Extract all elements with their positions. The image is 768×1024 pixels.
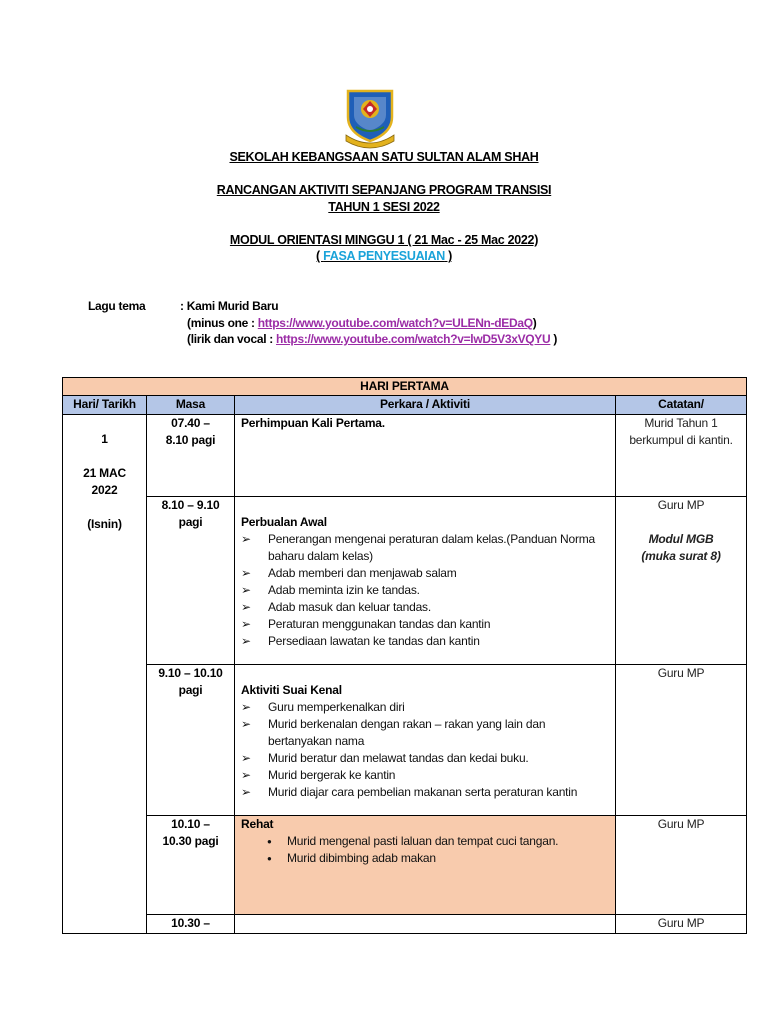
minus-one-label: (minus one : (187, 316, 258, 330)
day-date: 21 MAC 2022 (83, 466, 126, 497)
year-session: TAHUN 1 SESI 2022 (328, 200, 440, 214)
plan-title: RANCANGAN AKTIVITI SEPANJANG PROGRAM TRANSISI (216, 183, 552, 197)
list-item: ● Murid dibimbing adab makan (241, 850, 609, 867)
day-cell (63, 415, 147, 934)
schedule-table (62, 377, 747, 934)
table-row (63, 415, 747, 497)
activity-title: Perhimpuan Kali Pertama. (235, 415, 616, 497)
phase-line (0, 249, 768, 263)
school-name: SEKOLAH KEBANGSAAN SATU SULTAN ALAM SHAH (229, 150, 539, 164)
minus-one-line (187, 316, 537, 330)
minus-one-link[interactable]: https://www.youtube.com/watch?v=ULENn-dEDaQ (257, 316, 533, 330)
list-item: ➢ Murid berkenalan dengan rakan – rakan yang lain dan bertanyakan nama (241, 716, 609, 750)
school-crest-logo (344, 87, 396, 149)
module-title: MODUL ORIENTASI MINGGU 1 ( 21 Mac - 25 Mac 2022) (229, 233, 539, 247)
day-number: 1 (101, 432, 108, 446)
list-item: ➢ Guru memperkenalkan diri (241, 699, 609, 716)
time-cell: 10.10 – 10.30 pagi (147, 816, 235, 915)
activity-list (241, 699, 609, 801)
table-header-row (63, 396, 747, 415)
activity-cell (235, 497, 616, 665)
table-row (63, 497, 747, 665)
list-item: ➢ Adab masuk dan keluar tandas. (241, 599, 609, 616)
list-item: ➢ Murid bergerak ke kantin (241, 767, 609, 784)
table-row (63, 915, 747, 934)
minus-one-close: ) (532, 316, 537, 330)
activity-cell (235, 665, 616, 816)
table-title: HARI PERTAMA (63, 378, 747, 396)
theme-song-value: : Kami Murid Baru (180, 299, 279, 313)
table-row (63, 816, 747, 915)
notes-cell: Murid Tahun 1 berkumpul di kantin. (616, 415, 747, 497)
activity-title: Rehat (241, 817, 274, 831)
day-weekday: (Isnin) (87, 517, 122, 531)
table-title-row (63, 378, 747, 396)
table-row (63, 665, 747, 816)
list-item: ➢ Peraturan menggunakan tandas dan kantin (241, 616, 609, 633)
time-cell: 8.10 – 9.10 pagi (147, 497, 235, 665)
vocal-link[interactable]: https://www.youtube.com/watch?v=lwD5V3xVQYU (276, 332, 551, 346)
notes-text: Guru MP (657, 498, 705, 512)
vocal-label: (lirik dan vocal : (187, 332, 276, 346)
activity-list (241, 833, 609, 867)
list-item: ➢ Murid diajar cara pembelian makanan serta peraturan kantin (241, 784, 609, 801)
phase-name: FASA PENYESUAIAN (323, 249, 445, 263)
time-cell: 07.40 – 8.10 pagi (147, 415, 235, 497)
theme-song-label: Lagu tema (88, 299, 146, 313)
phase-close: ) (444, 249, 452, 263)
phase-open: ( (316, 249, 324, 263)
col-header-activity: Perkara / Aktiviti (235, 396, 616, 415)
vocal-line (187, 332, 557, 346)
activity-title: Perbualan Awal (241, 515, 327, 529)
list-item: ➢ Murid beratur dan melawat tandas dan kedai buku. (241, 750, 609, 767)
notes-cell: Guru MP (616, 915, 747, 934)
activity-list (241, 531, 609, 650)
time-cell: 9.10 – 10.10 pagi (147, 665, 235, 816)
list-item: ➢ Adab meminta izin ke tandas. (241, 582, 609, 599)
time-cell: 10.30 – (147, 915, 235, 934)
list-item: ➢ Adab memberi dan menjawab salam (241, 565, 609, 582)
col-header-day: Hari/ Tarikh (63, 396, 147, 415)
notes-cell (616, 497, 747, 665)
notes-cell: Guru MP (616, 816, 747, 915)
activity-cell (235, 816, 616, 915)
list-item: ● Murid mengenal pasti laluan dan tempat cuci tangan. (241, 833, 609, 850)
notes-cell: Guru MP (616, 665, 747, 816)
vocal-close: ) (550, 332, 558, 346)
activity-cell (235, 915, 616, 934)
notes-module: Modul MGB (muka surat 8) (641, 532, 721, 563)
list-item: ➢ Penerangan mengenai peraturan dalam kelas.(Panduan Norma baharu dalam kelas) (241, 531, 609, 565)
activity-title: Aktiviti Suai Kenal (241, 683, 342, 697)
list-item: ➢ Persediaan lawatan ke tandas dan kantin (241, 633, 609, 650)
col-header-time: Masa (147, 396, 235, 415)
col-header-notes: Catatan/ (616, 396, 747, 415)
